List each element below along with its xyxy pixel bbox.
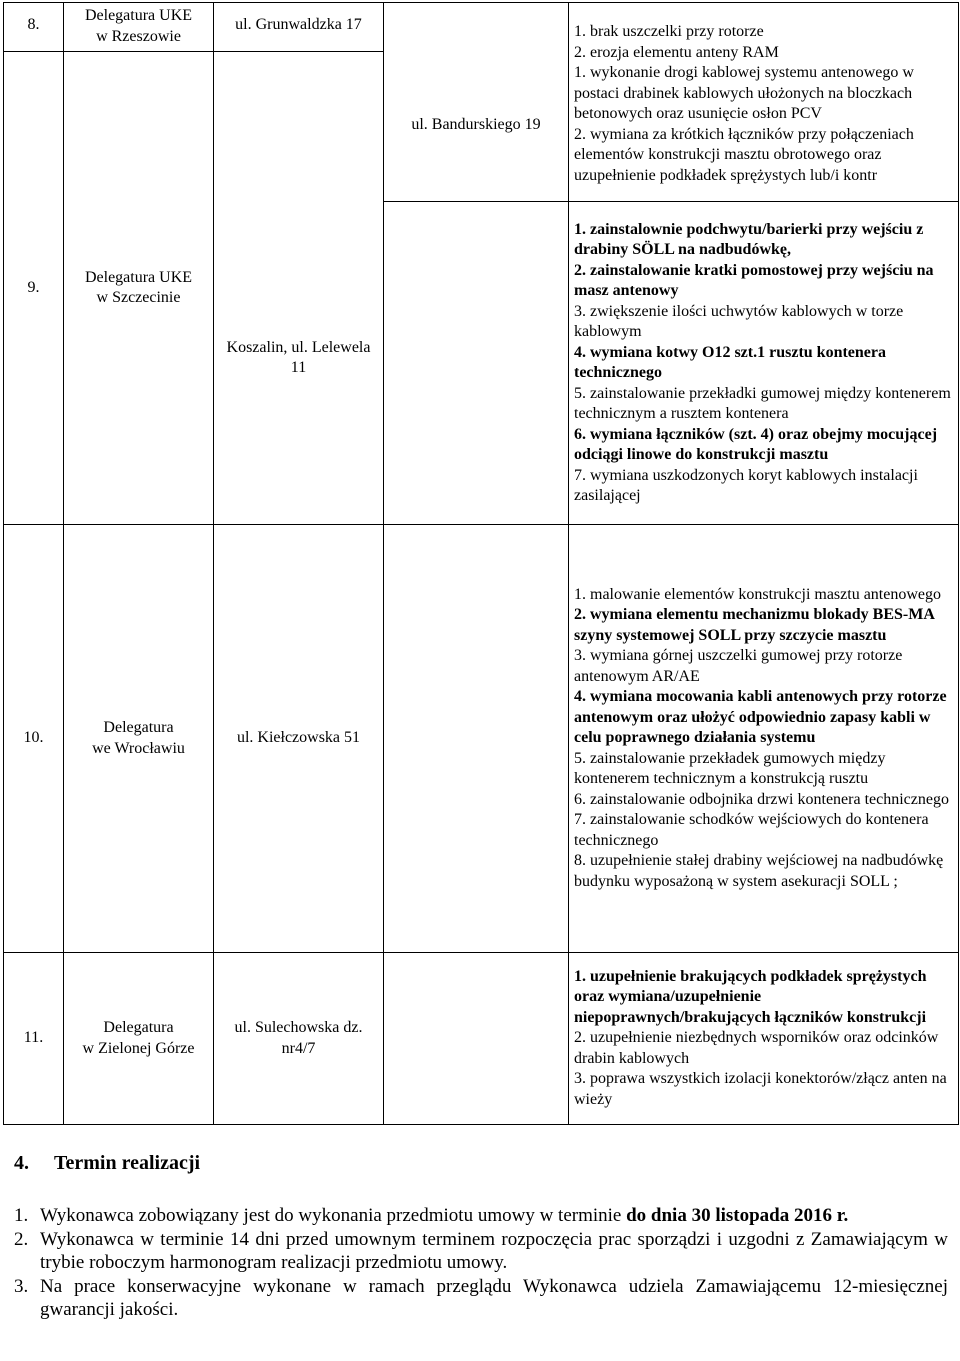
name-line: w Zielonej Górze <box>82 1039 195 1057</box>
task-item: 6. zainstalowanie odbojnika drzwi kontenera technicznego <box>574 790 949 808</box>
row-number: 11. <box>4 953 64 1125</box>
name-line: Delegatura <box>103 1019 174 1036</box>
task-item: 7. zainstalowanie schodków wejściowych do kontenera technicznego <box>574 811 929 849</box>
task-text: 6. wymiana łączników (szt. 4) oraz obejmy mocującej odciągi linowe do konstrukcji masztu <box>574 425 938 463</box>
task-list <box>569 3 959 202</box>
task-item <box>574 425 953 466</box>
task-list <box>569 525 959 953</box>
task-item: 3. wymiana górnej uszczelki gumowej przy rotorze antenowym AR/AE <box>574 647 903 685</box>
task-item: 5. zainstalowanie przekładek gumowych między kontenerem technicznym a konstrukcją rusztu <box>574 749 886 788</box>
term-number: 3. <box>14 1275 29 1297</box>
task-text: 1. uzupełnienie brakujących podkładek sprężystych oraz wymiana/uzupełnienie niepoprawnych/brakujących łączników konstrukcji <box>574 967 927 1026</box>
delegation-name <box>64 525 214 953</box>
row-number: 9. <box>4 52 64 525</box>
term-item <box>14 1204 948 1228</box>
delegation-name <box>64 953 214 1125</box>
term-deadline: do dnia 30 listopada 2016 r. <box>626 1205 849 1226</box>
section-heading <box>14 1152 200 1175</box>
task-list <box>569 953 959 1125</box>
name-line: Delegatura <box>103 719 174 736</box>
task-item: 7. wymiana uszkodzonych koryt kablowych instalacji zasilającej <box>574 466 918 504</box>
term-item <box>14 1228 948 1275</box>
terms-list <box>14 1204 948 1322</box>
task-item: 2. wymiana za krótkich łączników przy połączeniach elementów konstrukcji masztu obrotowego oraz uzupełnienie podkładek sprężystych lub/i kontr <box>574 125 914 184</box>
name-line: Delegatura UKE <box>84 268 193 286</box>
task-text: 4. wymiana mocowania kabli antenowych przy rotorze antenowym oraz ułożyć odpowiednio zapasy kabli w celu poprawnego działania systemu <box>574 688 947 747</box>
address-secondary: ul. Bandurskiego 19 <box>384 3 569 202</box>
name-line: we Wrocławiu <box>92 739 185 757</box>
address: ul. Sulechowska dz. nr4/7 <box>214 953 384 1125</box>
section-title: Termin realizacji <box>54 1152 201 1174</box>
task-item <box>574 343 953 384</box>
section-number: 4. <box>14 1152 29 1174</box>
task-item: 3. zwiększenie ilości uchwytów kablowych w torze kablowym <box>574 302 904 340</box>
task-item: 3. poprawa wszystkich izolacji konektorów/złącz anten na wieży <box>574 1070 947 1108</box>
task-list <box>569 202 959 525</box>
address: ul. Kiełczowska 51 <box>214 525 384 953</box>
task-item <box>574 605 953 646</box>
task-text: 1. zainstalownie podchwytu/barierki przy wejściu z drabiny SÖLL na nadbudówkę, <box>574 220 924 258</box>
empty-address <box>384 953 569 1125</box>
task-item: 2. uzupełnienie niezbędnych wsporników oraz odcinków drabin kablowych <box>574 1029 939 1067</box>
task-item: 2. erozja elementu anteny RAM <box>574 43 779 61</box>
term-number: 1. <box>14 1205 29 1226</box>
empty-address <box>384 525 569 953</box>
task-item: 8. uzupełnienie stałej drabiny wejściowej na nadbudówkę budynku wyposażoną w system asekuracji SOLL ; <box>574 852 944 890</box>
task-item: 1. brak uszczelki przy rotorze <box>574 23 764 40</box>
task-item <box>574 220 953 261</box>
term-text-main: Wykonawca zobowiązany jest do wykonania przedmiotu umowy w terminie <box>40 1205 627 1226</box>
term-text <box>40 1204 948 1228</box>
name-line: Delegatura UKE <box>84 7 193 24</box>
task-item <box>574 261 953 302</box>
term-number: 2. <box>14 1228 29 1250</box>
address: Koszalin, ul. Lelewela 11 <box>214 52 384 525</box>
task-item: 5. zainstalowanie przekładki gumowej między kontenerem technicznym a rusztem kontenera <box>574 384 951 422</box>
delegation-name <box>64 52 214 525</box>
name-line: w Rzeszowie <box>96 27 181 45</box>
task-item <box>574 687 953 749</box>
delegation-name <box>64 3 214 52</box>
task-text: 2. zainstalowanie kratki pomostowej przy wejściu na masz antenowy <box>574 261 934 299</box>
address: ul. Grunwaldzka 17 <box>214 3 384 52</box>
term-text: Na prace konserwacyjne wykonane w ramach przeglądu Wykonawca udziela Zamawiającemu 12-miesięcznej gwarancji jakości. <box>40 1275 948 1320</box>
task-item: 1. malowanie elementów konstrukcji masztu antenowego <box>574 585 942 603</box>
task-text: 4. wymiana kotwy O12 szt.1 rusztu kontenera technicznego <box>574 343 886 381</box>
term-text: Wykonawca w terminie 14 dni przed umownym terminem rozpoczęcia prac sporządzi i uzgodni z Zamawiającym w trybie roboczym harmonogram realizacji przedmiotu umowy. <box>40 1228 948 1273</box>
row-number: 8. <box>4 3 64 52</box>
row-number: 10. <box>4 525 64 953</box>
name-line: w Szczecinie <box>96 289 181 306</box>
task-text: 2. wymiana elementu mechanizmu blokady BES-MA szyny systemowej SOLL przy szczycie masztu <box>574 606 935 644</box>
empty-address <box>384 202 569 525</box>
task-item <box>574 967 953 1029</box>
term-item <box>14 1275 948 1322</box>
task-item: 1. wykonanie drogi kablowej systemu antenowego w postaci drabinek kablowych ułożonych na bloczkach betonowych oraz usunięcie osłon PCV <box>574 64 914 122</box>
inspection-table <box>3 2 959 1125</box>
